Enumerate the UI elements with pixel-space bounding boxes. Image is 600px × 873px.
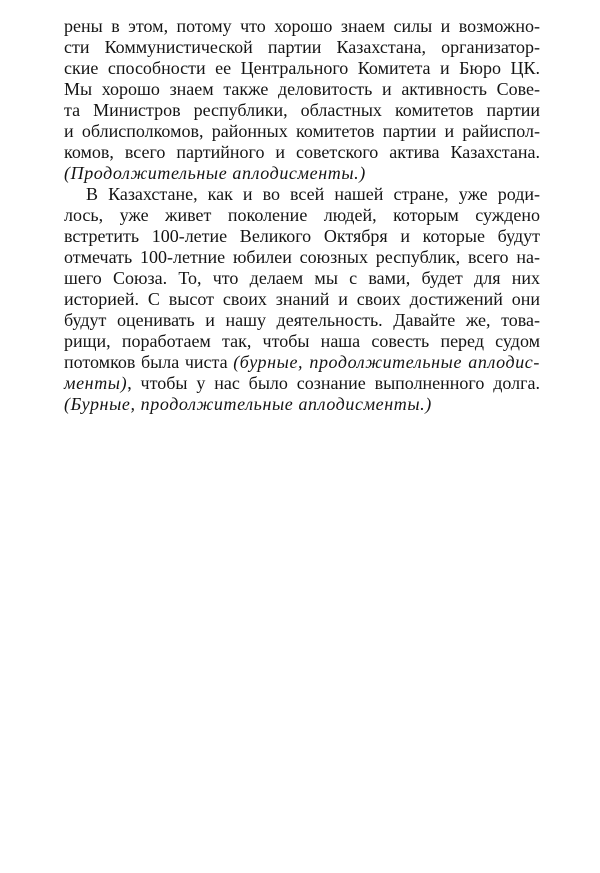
text-line: рищи, поработаем так, чтобы наша совесть перед судом <box>64 331 540 351</box>
text-line: шего Союза. То, что делаем мы с вами, будет для них <box>64 268 540 288</box>
text-line: историей. С высот своих знаний и своих достижений они <box>64 289 540 309</box>
text-line: встретить 100-летие Великого Октября и которые будут <box>64 226 540 246</box>
paragraph-1 <box>64 16 540 184</box>
applause-note: (Продолжительные аплодисменты.) <box>64 163 366 183</box>
applause-inline: (бурные, продолжительные аплодис- <box>233 352 540 372</box>
text-line: та Министров республики, областных комитетов партии <box>64 100 540 120</box>
text-line: комов, всего партийного и советского актива Казахстана. <box>64 142 540 162</box>
applause-note: (Бурные, продолжительные аплодисменты.) <box>64 394 432 414</box>
text-line: лось, уже живет поколение людей, которым суждено <box>64 205 540 225</box>
text-segment: потомков была чиста <box>64 352 234 372</box>
text-line: сти Коммунистической партии Казахстана, организатор- <box>64 37 540 57</box>
applause-inline: менты) <box>64 373 128 393</box>
text-line: ские способности ее Центрального Комитета и Бюро ЦК. <box>64 58 540 78</box>
text-line: будут оценивать и нашу деятельность. Давайте же, това- <box>64 310 540 330</box>
text-segment: , чтобы у нас было сознание выполненного долга. <box>127 373 540 393</box>
text-line: Мы хорошо знаем также деловитость и активность Сове- <box>64 79 540 99</box>
text-line: отмечать 100-летние юбилеи союзных республик, всего на- <box>64 247 540 267</box>
text-line-mixed <box>64 352 540 373</box>
text-line: В Казахстане, как и во всей нашей стране, уже роди- <box>86 184 540 204</box>
text-line: и облисполкомов, районных комитетов партии и райиспол- <box>64 121 540 141</box>
text-line-mixed <box>64 373 540 394</box>
document-body <box>64 16 540 415</box>
text-line: рены в этом, потому что хорошо знаем силы и возможно- <box>64 16 540 36</box>
paragraph-2 <box>64 184 540 415</box>
